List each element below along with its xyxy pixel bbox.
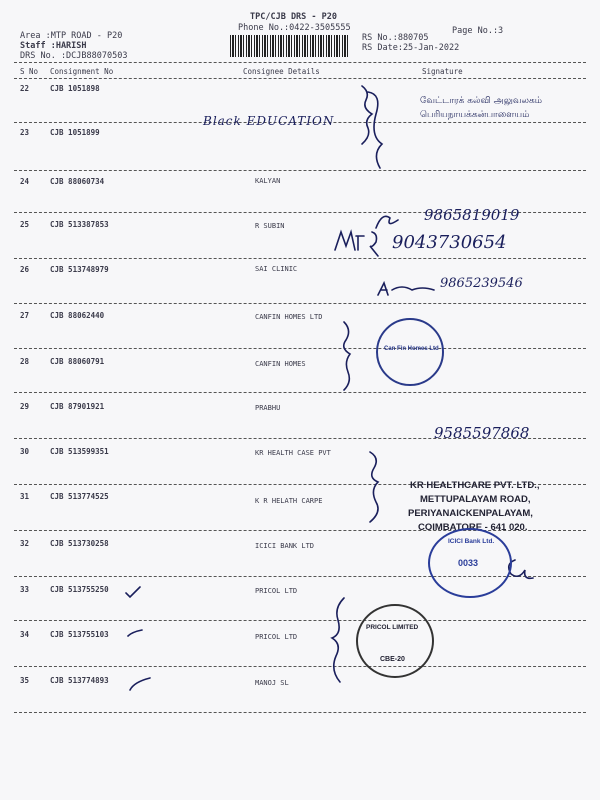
row-sno: 26 [20,265,30,274]
icici-stamp-code: 0033 [458,558,479,568]
phone-number: Phone No.:0422-3505555 [238,23,351,33]
row-sno: 28 [20,357,30,366]
rs-number: RS No.:880705 [362,33,429,43]
row-consignee: CANFIN HOMES [255,360,306,368]
row-sno: 31 [20,492,30,501]
handwritten-education: Black EDUCATION [203,114,335,128]
row-sno: 24 [20,177,30,186]
page-number: Page No.:3 [452,26,504,36]
staff-label: Staff :HARISH [20,41,87,51]
row-sno: 34 [20,630,30,639]
canfin-stamp-text: Can Fin Homes Ltd [384,346,439,352]
row-sno: 27 [20,311,30,320]
brace-mark-22 [362,86,372,144]
row-sno: 25 [20,220,30,229]
row-consignment: CJB 1051899 [50,128,100,137]
kr-stamp-line4: COIMBATORE - 641 020. [418,522,528,533]
signature-mark-26 [378,283,434,295]
row-consignment: CJB 88060734 [50,177,105,186]
handwritten-phone-2: 9043730654 [392,232,507,253]
tick-mark-35 [130,678,150,690]
tick-mark-33 [126,587,140,597]
row-consignee: R SUBIN [255,222,285,230]
handwritten-phone-3: 9865239546 [440,276,523,291]
col-consignee: Consignee Details [243,67,320,76]
row-sno: 35 [20,676,30,685]
row-consignment: CJB 513755103 [50,630,109,639]
row-consignment: CJB 513774893 [50,676,109,685]
col-consignment: Consignment No [50,67,114,76]
row-consignee: KALYAN [255,177,281,185]
row-consignment: CJB 88062440 [50,311,105,320]
row-consignee: PRICOL LTD [255,633,298,641]
signature-mark-25 [335,232,378,256]
row-consignment: CJB 513599351 [50,447,109,456]
row-consignee: KR HEALTH CASE PVT [255,449,331,457]
brace-mark-27 [344,322,350,390]
brace-mark-30 [370,452,378,522]
col-signature: Signature [422,67,463,76]
row-consignee: ICICI BANK LTD [255,542,315,550]
row-consignment: CJB 1051898 [50,84,100,93]
tick-mark-34 [128,630,142,636]
area-label: Area :MTP ROAD - P20 [20,31,123,41]
canfin-stamp [376,318,444,386]
col-sno: S No [20,67,39,76]
row-consignee: SAI CLINIC [255,265,298,273]
row-sno: 29 [20,402,30,411]
rs-date: RS Date:25-Jan-2022 [362,43,460,53]
kr-stamp-line2: METTUPALAYAM ROAD, [420,494,531,505]
row-consignee: PRABHU [255,404,281,412]
row-consignment: CJB 513730258 [50,539,109,548]
row-sno: 32 [20,539,30,548]
row-consignment: CJB 513387853 [50,220,109,229]
row-sno: 23 [20,128,30,137]
drs-number: DRS No. :DCJB88070503 [20,51,128,61]
row-sno: 22 [20,84,30,93]
row-consignment: CJB 87901921 [50,402,105,411]
tamil-stamp-line1: வேட்டாரக் கல்வி அலுவலகம் [420,96,542,106]
row-consignment: CJB 513755250 [50,585,109,594]
row-consignment: CJB 88060791 [50,357,105,366]
pricol-stamp [356,604,434,678]
row-consignment: CJB 513748979 [50,265,109,274]
row-sno: 33 [20,585,30,594]
icici-stamp-text: ICICI Bank Ltd. [448,538,495,545]
tamil-stamp-line2: பெரியநாயக்கன்பாளையம் [420,110,530,120]
row-consignee: K R HELATH CARPE [255,497,323,505]
row-sno: 30 [20,447,30,456]
brace-mark-33 [332,598,344,682]
row-consignment: CJB 513774525 [50,492,109,501]
kr-stamp-line1: KR HEALTHCARE PVT. LTD., [410,480,540,491]
row-consignee: MANOJ SL [255,679,289,687]
signature-mark-22 [368,92,382,168]
kr-stamp-line3: PERIYANAICKENPALAYAM, [408,508,533,519]
pricol-stamp-text: PRICOL LIMITED [366,624,419,631]
handwritten-phone-1: 9865819019 [424,206,520,224]
signature-mark-24 [376,216,398,228]
handwritten-phone-4: 9585597868 [434,424,530,442]
row-consignee: PRICOL LTD [255,587,298,595]
page-title: TPC/CJB DRS - P20 [250,12,337,22]
pricol-stamp-code: CBE-20 [380,656,405,663]
icici-stamp [428,528,512,598]
row-consignee: CANFIN HOMES LTD [255,313,323,321]
signature-mark-32 [509,560,533,578]
